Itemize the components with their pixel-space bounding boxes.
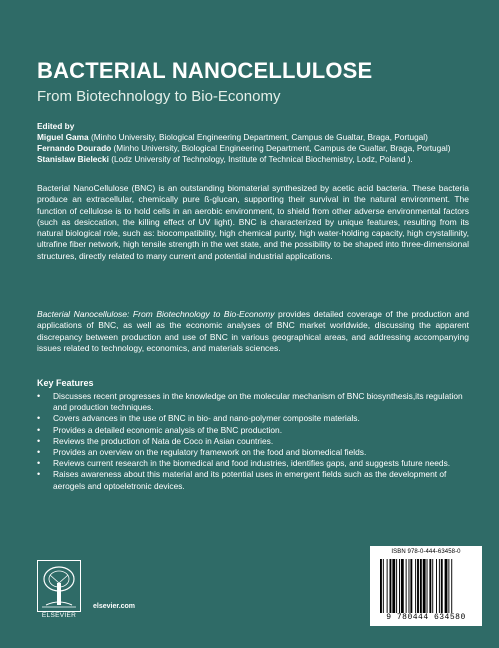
barcode-bar: [410, 559, 412, 613]
barcode-bar: [390, 559, 392, 613]
barcode-bar: [429, 559, 431, 613]
editors-block: [37, 121, 477, 165]
key-feature-item: • Provides an overview on the regulatory framework on the food and biomedical fields.: [37, 447, 469, 458]
barcode-bar: [436, 559, 437, 613]
editor-affiliation: (Lodz University of Technology, Institute of Technical Biochemistry, Lodz, Poland ).: [108, 154, 413, 164]
barcode-bar: [401, 559, 404, 613]
barcode-bar: [448, 559, 449, 613]
barcode-bar: [392, 559, 395, 613]
barcode-bar: [417, 559, 419, 613]
edited-by-label: Edited by: [37, 121, 75, 131]
description-paragraph: Bacterial NanoCellulose (BNC) is an outstanding biomaterial synthesized by acetic acid bacteria. These bacteria produce an extracellular, chemically pure ß-glucan, supporting their survival in the natural environment. The function of cellulose is to hold cells in an aerobic environment, to shield from other adverse environmental factors (such as desiccation, the killing effect of UV light). BNC is characterized by unique features, resulting from its natural biological role, such as: biocompatibility, high chemical purity, high water-holding capacity, high crystallinity, ultrafine fiber network, high tensile strength in the wet state, and the possibility to be shaped into three-dimensional structures, directly related to many current and potential industrial applications.: [37, 183, 469, 261]
barcode-bar: [380, 559, 382, 613]
editor-line: [37, 154, 477, 165]
key-feature-item: • Discusses recent progresses in the knowledge on the molecular mechanism of BNC biosynthesis,its regulation and production techniques.: [37, 391, 469, 413]
barcode-bar: [445, 559, 448, 613]
overview-paragraph: [37, 309, 469, 354]
publisher-website: elsevier.com: [93, 603, 136, 610]
barcode-panel: [370, 546, 482, 626]
key-feature-item: • Covers advances in the use of BNC in bio- and nano-polymer composite materials.: [37, 413, 469, 424]
editor-line: [37, 143, 477, 154]
book-title: BACTERIAL NANOCELLULOSE: [37, 58, 373, 83]
editor-affiliation: (Minho University, Biological Engineering Department, Campus de Gualtar, Braga, Portugal): [111, 143, 451, 153]
editor-line: [37, 132, 477, 143]
barcode-bar: [441, 559, 443, 613]
editor-name: Fernando Dourado: [37, 143, 112, 153]
isbn-text: ISBN 978-0-444-63458-0: [391, 549, 461, 555]
overview-text: provides detailed coverage of the production and applications of BNC, as well as the economic analyses of BNC market worldwide, discussing the apparent discrepancy between production and use of BNC in various geographical areas, and addressing accompanying issues related to technology, economics, and materials sciences.: [37, 309, 469, 353]
key-feature-item: • Raises awareness about this material and its potential uses in emergent fields such as the development of aerogels and optoeletronic devices.: [37, 469, 469, 491]
editor-name: Stanislaw Bielecki: [37, 154, 109, 164]
elsevier-tree-logo-icon: [37, 560, 81, 612]
barcode-bar: [439, 559, 440, 613]
barcode-digits: 9 780444 634580: [386, 613, 466, 622]
key-feature-item: • Reviews the production of Nata de Coco in Asian countries.: [37, 436, 469, 447]
barcode-bar: [383, 559, 384, 613]
barcode-bar: [427, 559, 428, 613]
publisher-name: ELSEVIER: [41, 612, 77, 619]
barcode-bar: [409, 559, 410, 613]
book-title-italic: Bacterial Nanocellulose: From Biotechnology to Bio-Economy: [37, 309, 275, 319]
book-subtitle: From Biotechnology to Bio-Economy: [37, 88, 281, 105]
editor-name: Miguel Gama: [37, 132, 89, 142]
barcode-bar: [423, 559, 426, 613]
key-features-heading: Key Features: [37, 378, 94, 388]
barcode-bar: [396, 559, 397, 613]
barcode-bar: [420, 559, 422, 613]
key-features-list: [37, 391, 469, 492]
editor-affiliation: (Minho University, Biological Engineering Department, Campus de Gualtar, Braga, Portugal): [88, 132, 428, 142]
barcode-bar: [387, 559, 388, 613]
barcode-bar: [451, 559, 452, 613]
key-feature-item: • Provides a detailed economic analysis of the BNC production.: [37, 425, 469, 436]
barcode-bar: [415, 559, 416, 613]
key-feature-item: • Reviews current research in the biomedical and food industries, identifies gaps, and suggests future needs.: [37, 458, 469, 469]
barcode-bar: [399, 559, 400, 613]
barcode-bar: [432, 559, 433, 613]
barcode-bar: [406, 559, 407, 613]
